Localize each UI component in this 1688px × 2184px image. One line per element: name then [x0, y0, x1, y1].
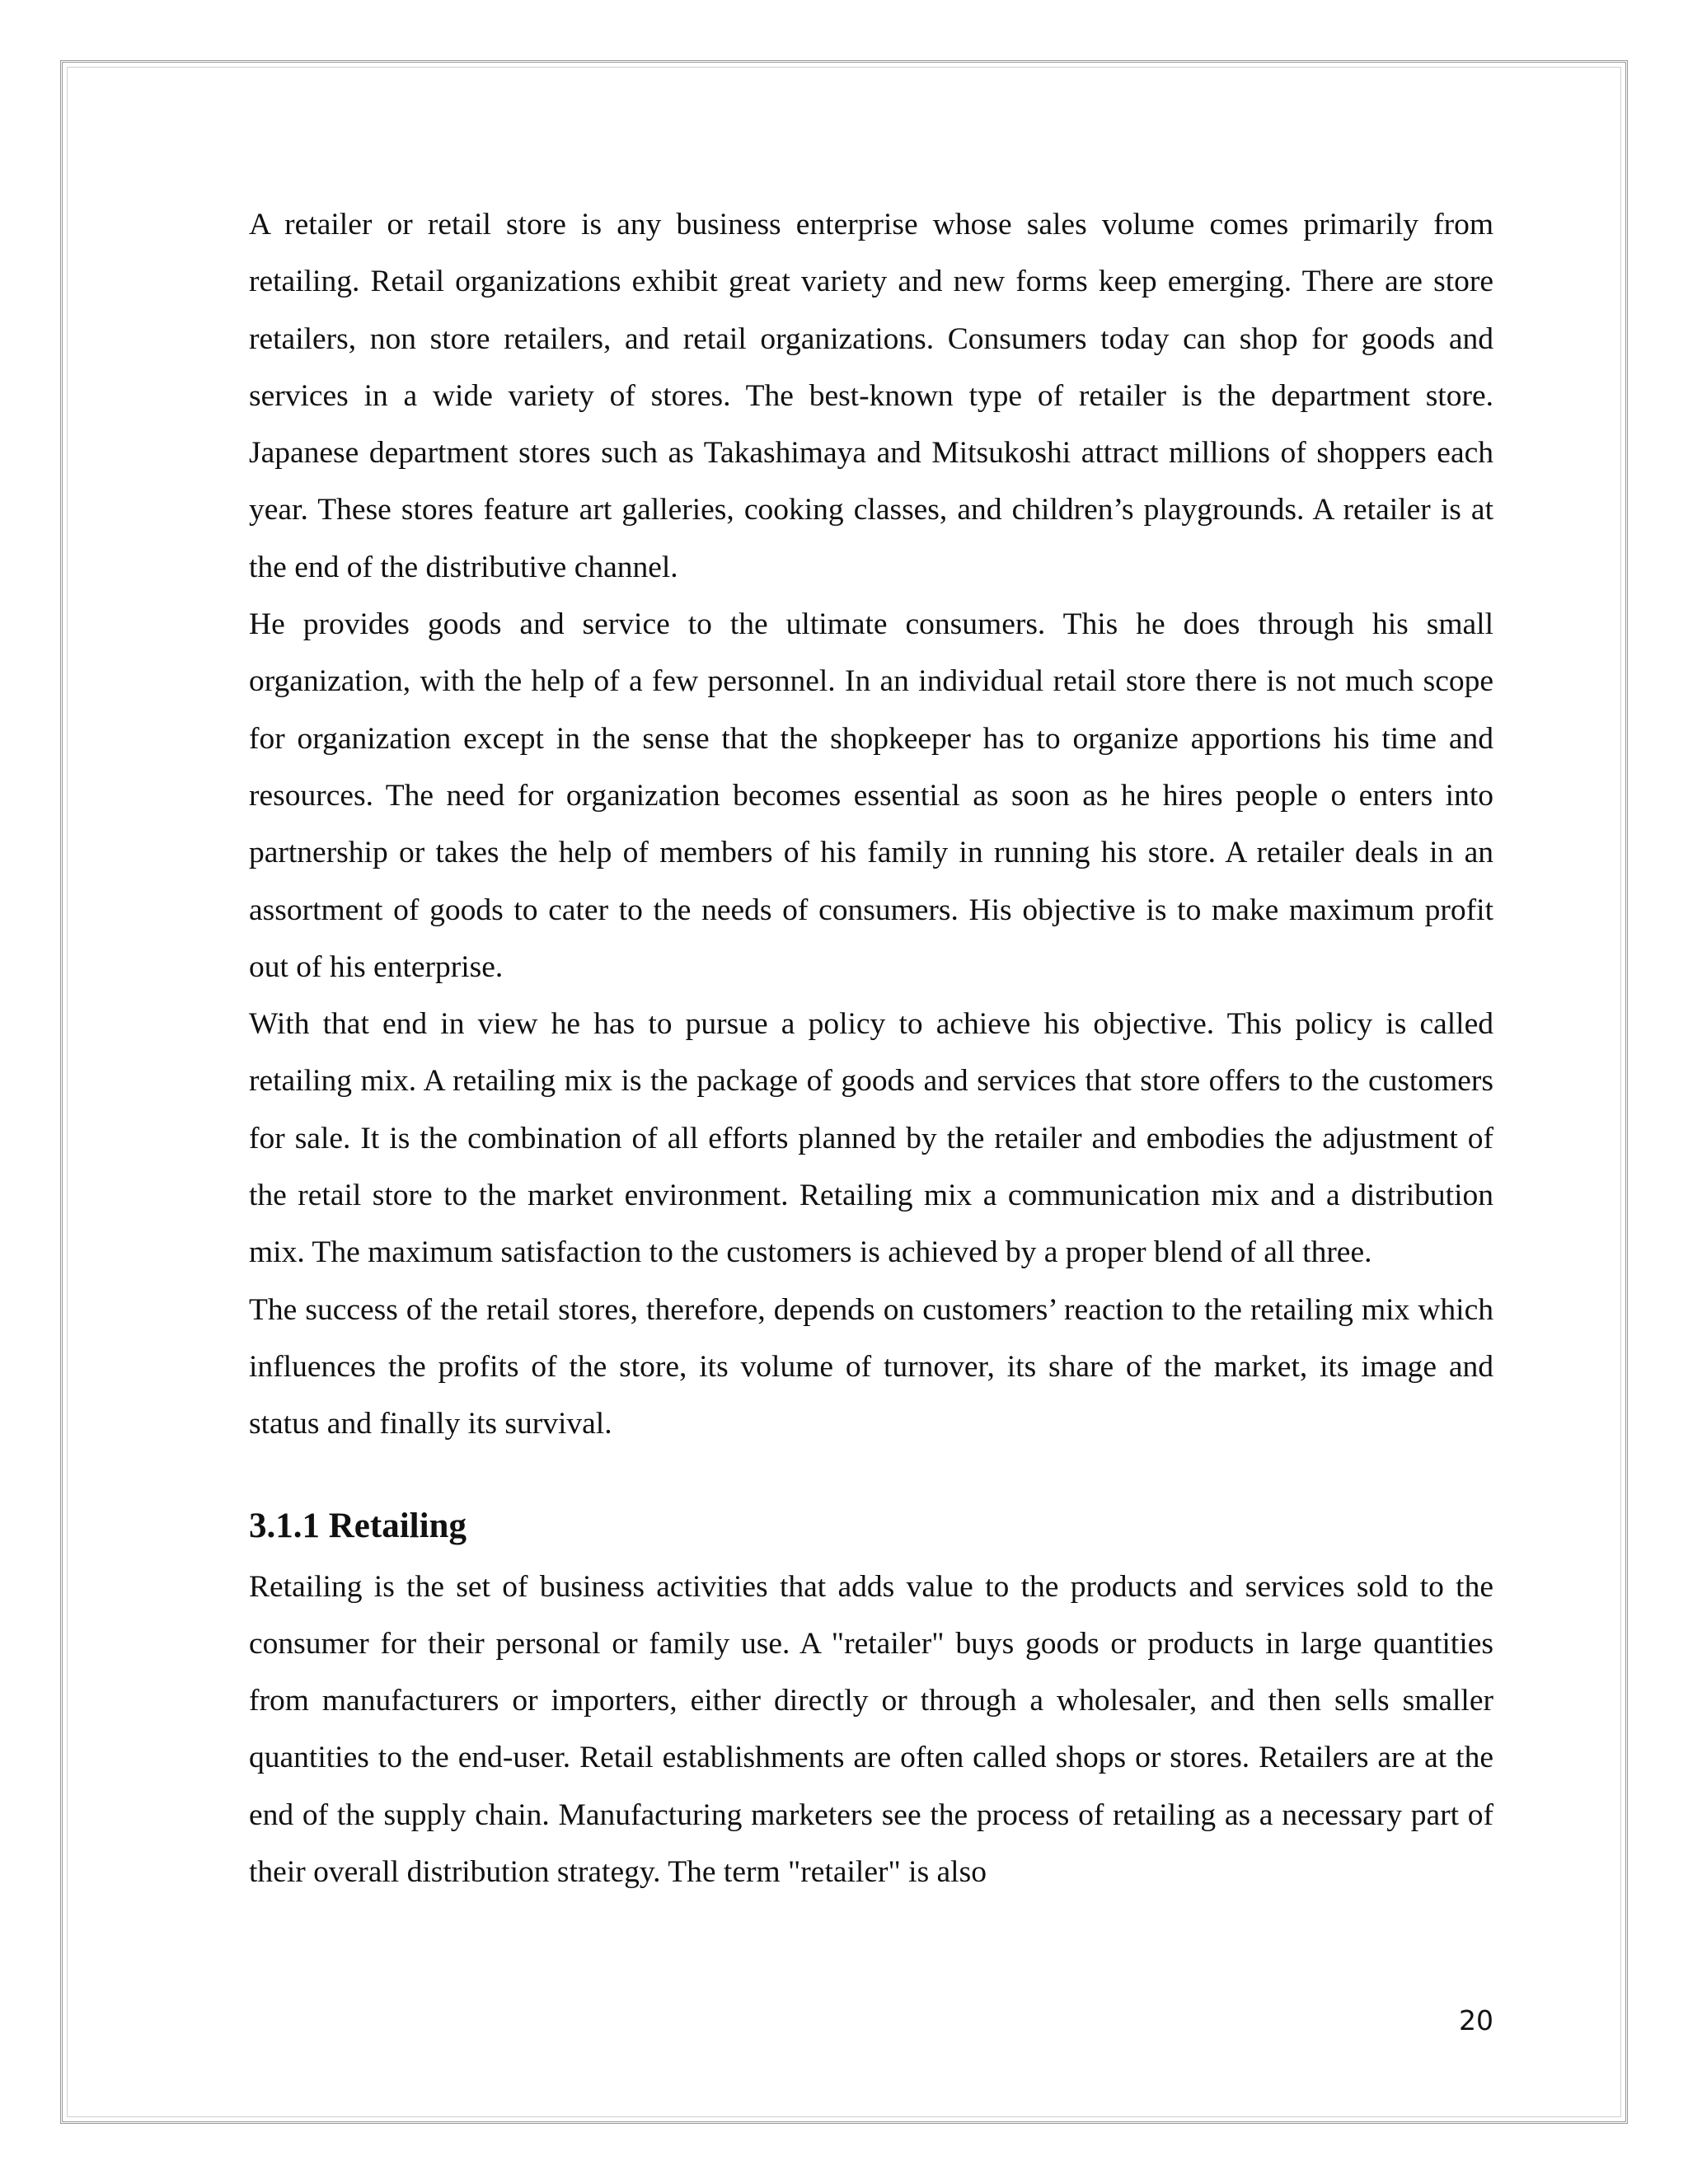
section-spacer: [249, 1453, 1493, 1494]
page-number: 20: [1459, 2004, 1493, 2036]
paragraph-retailer-organization: He provides goods and service to the ultimate consumers. This he does through his small organization, with the help of a few personnel. In an individual retail store there is not much scope for organization except in the sense that the shopkeeper has to organize apportions his time and resources. The need for organization becomes essential as soon as he hires people o enters into partnership or takes the help of members of his family in running his store. A retailer deals in an assortment of goods to cater to the needs of consumers. His objective is to make maximum profit out of his enterprise.: [249, 607, 1493, 984]
paragraph-retailer-definition: A retailer or retail store is any business enterprise whose sales volume comes primarily from retailing. Retail organizations exhibit great variety and new forms keep emerging. There are store retailers, non store retailers, and retail organizations. Consumers today can shop for goods and services in a wide variety of stores. The best-known type of retailer is the department store. Japanese department stores such as Takashimaya and Mitsukoshi attract millions of shoppers each year. These stores feature art galleries, cooking classes, and children’s playgrounds. A retailer is at the end of the distributive channel.: [249, 208, 1493, 584]
paragraph-retailing-mix: With that end in view he has to pursue a policy to achieve his objective. This policy is called retailing mix. A retailing mix is the package of goods and services that store offers to the customers for sale. It is the combination of all efforts planned by the retailer and embodies the adjustment of the retail store to the market environment. Retailing mix a communication mix and a distribution mix. The maximum satisfaction to the customers is achieved by a proper blend of all three.: [249, 1007, 1493, 1270]
paragraph-retailing-definition: Retailing is the set of business activities that adds value to the products and services sold to the consumer for their personal or family use. A "retailer" buys goods or products in large quantities from manufacturers or importers, either directly or through a wholesaler, and then sells smaller quantities to the end-user. Retail establishments are often called shops or stores. Retailers are at the end of the supply chain. Manufacturing marketers see the process of retailing as a necessary part of their overall distribution strategy. The term "retailer" is also: [249, 1569, 1493, 1890]
page-content: [249, 196, 1493, 1900]
paragraph-retail-success: The success of the retail stores, therefore, depends on customers’ reaction to the retailing mix which influences the profits of the store, its volume of turnover, its share of the market, its image and status and finally its survival.: [249, 1292, 1493, 1441]
section-heading: 3.1.1 Retailing: [249, 1506, 467, 1545]
